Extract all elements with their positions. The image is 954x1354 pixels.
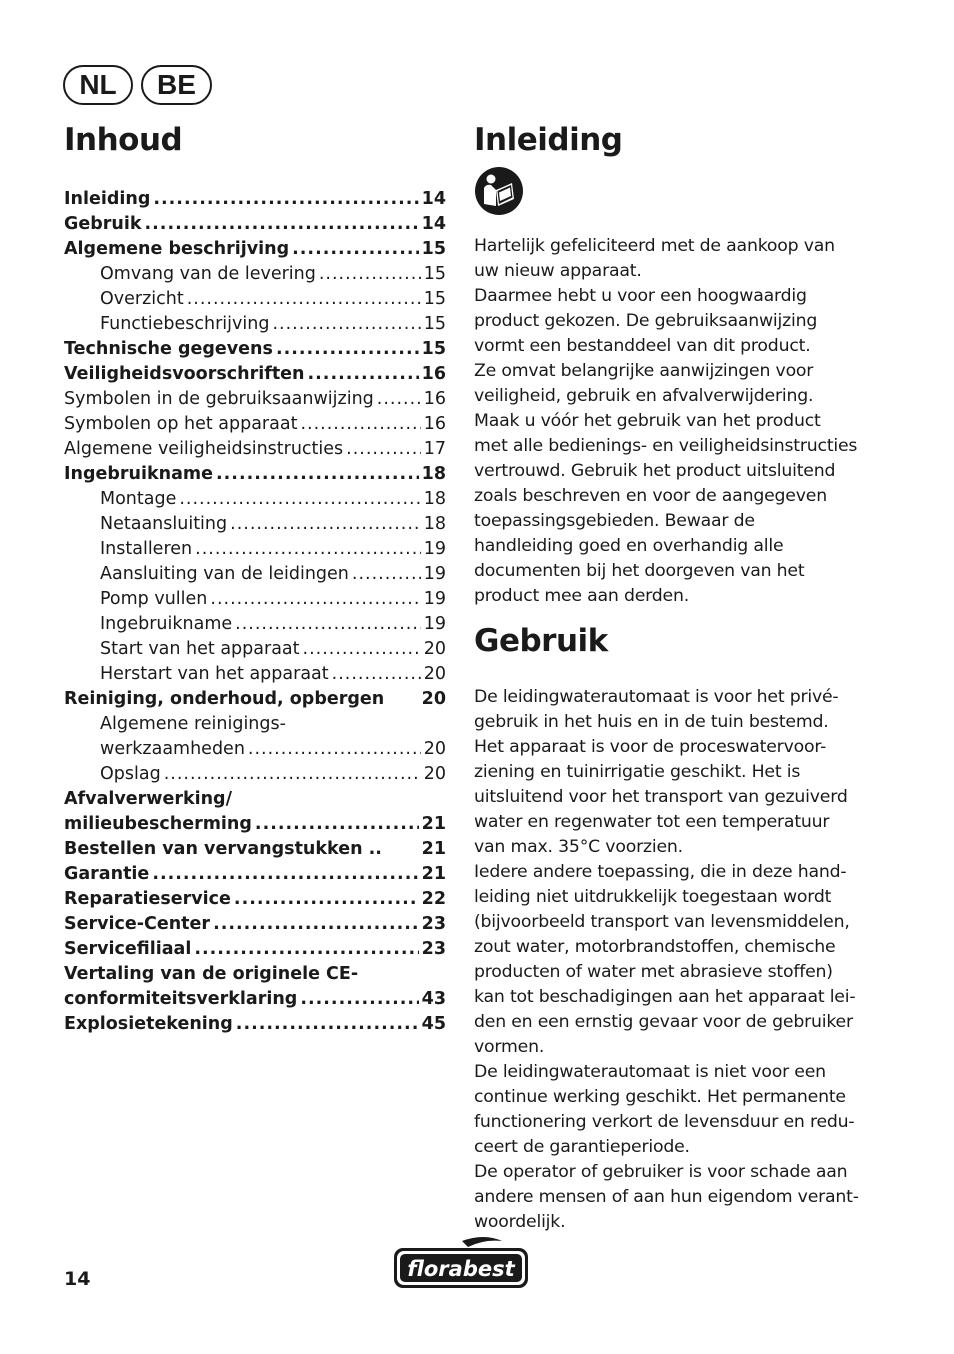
gebruik-line: water en regenwater tot een temperatuur [474,812,830,832]
toc-entry [64,334,446,359]
toc-entry-page: 43 [421,989,446,1009]
toc-entry [64,584,446,609]
toc-entry [64,384,446,409]
toc-entry [64,709,446,734]
gebruik-line: Iedere andere toepassing, die in deze hand- [474,862,847,882]
toc-entry-label: Technische gegevens [64,339,273,359]
toc-entry-page: 15 [423,289,446,309]
toc-entry-label: Algemene beschrijving [64,239,290,259]
inleiding-line: Hartelijk gefeliciteerd met de aankoop van [474,236,835,256]
toc-leader [187,289,421,309]
inleiding-line: vertrouwd. Gebruik het product uitsluitend [474,461,836,481]
gebruik-line: (bijvoorbeeld transport van levensmiddelen, [474,912,850,932]
toc-leader [195,539,421,559]
toc-entry-label: Gebruik [64,214,142,234]
toc-entry-label: Inleiding [64,189,151,209]
toc-entry [64,284,446,309]
gebruik-line: uitsluitend voor het transport van gezuiverd [474,787,848,807]
toc-entry-label: Functiebeschrijving [100,314,270,334]
toc-entry [64,209,446,234]
toc-entry-page: 18 [423,514,446,534]
toc-entry [64,534,446,559]
toc-leader [194,939,418,959]
toc-leader [145,214,419,234]
toc-entry-page: 16 [423,389,446,409]
inleiding-line: Daarmee hebt u voor een hoogwaardig [474,286,807,306]
toc-entry [64,509,446,534]
toc-leader [234,889,419,909]
toc-leader [332,664,421,684]
inleiding-line: product mee aan derden. [474,586,690,606]
toc-entry-label: Afvalverwerking/ [64,789,232,809]
inleiding-line: vormt een bestanddeel van dit product. [474,336,811,356]
inleiding-line: documenten bij het doorgeven van het [474,561,805,581]
gebruik-line: van max. 35°C voorzien. [474,837,683,857]
toc-leader [352,564,421,584]
florabest-logo [392,1235,530,1291]
page-number: 14 [64,1268,91,1290]
toc-entry-page: 21 [421,864,446,884]
toc-entry [64,859,446,884]
toc-entry-page: 16 [423,414,446,434]
toc-entry-page: 21 [421,839,446,859]
gebruik-line: De operator of gebruiker is voor schade aan [474,1162,848,1182]
toc-leader [152,864,418,884]
inleiding-text [474,234,864,609]
toc-entry [64,484,446,509]
toc-entry-label: Opslag [100,764,161,784]
gebruik-line: kan tot beschadigingen aan het apparaat lei- [474,987,856,1007]
toc-entry [64,984,446,1009]
toc-entry-label: Omvang van de levering [100,264,316,284]
toc-entry-label: Pomp vullen [100,589,208,609]
toc-leader [346,439,421,459]
toc-entry-page: 22 [421,889,446,909]
toc-entry-page: 19 [423,589,446,609]
toc-entry-page: 21 [421,814,446,834]
toc-leader [276,339,419,359]
toc-entry-label: Reiniging, onderhoud, opbergen [64,689,385,709]
toc-leader [300,414,420,434]
toc-entry [64,909,446,934]
toc-entry-page: 14 [421,189,446,209]
toc-entry [64,184,446,209]
toc-leader [179,489,420,509]
table-of-contents [64,184,446,1034]
toc-entry [64,784,446,809]
toc-entry-label: Servicefiliaal [64,939,192,959]
toc-entry-page: 15 [423,264,446,284]
gebruik-line: De leidingwaterautomaat is voor het privé- [474,687,839,707]
toc-entry-page: 20 [423,639,446,659]
toc-entry-label: Algemene reinigings- [100,714,286,734]
toc-entry [64,234,446,259]
toc-entry-label: Veiligheidsvoorschriften [64,364,305,384]
toc-title: Inhoud [64,122,183,158]
toc-leader [213,914,419,934]
toc-entry-label: Ingebruikname [64,464,213,484]
toc-entry-label: conformiteitsverklaring [64,989,298,1009]
toc-entry-label: Installeren [100,539,193,559]
gebruik-line: producten of water met abrasieve stoffen) [474,962,833,982]
toc-entry-label: Service-Center [64,914,211,934]
toc-entry [64,359,446,384]
gebruik-line: den en een ernstig gevaar voor de gebruiker [474,1012,853,1032]
toc-entry-label: Aansluiting van de leidingen [100,564,349,584]
toc-entry-page: 18 [421,464,446,484]
toc-entry-label: Algemene veiligheidsinstructies [64,439,344,459]
toc-entry [64,834,446,859]
toc-leader [272,314,420,334]
toc-entry-page: 20 [423,764,446,784]
inleiding-line: zoals beschreven en voor de aangegeven [474,486,827,506]
toc-entry-page: 15 [421,339,446,359]
toc-leader [300,989,418,1009]
toc-entry [64,559,446,584]
toc-entry-page: 14 [421,214,446,234]
toc-leader [153,189,418,209]
toc-entry [64,1009,446,1034]
logo-text: florabest [407,1257,515,1281]
lang-badge-nl: NL [63,65,133,105]
toc-entry-label: Start van het apparaat [100,639,300,659]
toc-leader [319,264,421,284]
inleiding-line: product gekozen. De gebruiksaanwijzing [474,311,818,331]
toc-entry-page: 20 [421,689,446,709]
toc-entry [64,434,446,459]
gebruik-text [474,685,864,1235]
toc-leader [216,464,419,484]
toc-entry [64,459,446,484]
toc-entry-label: Reparatieservice [64,889,231,909]
toc-leader [377,389,421,409]
toc-entry-page: 23 [421,939,446,959]
toc-entry [64,734,446,759]
toc-entry-page: 16 [421,364,446,384]
gebruik-line: gebruik in het huis en in de tuin bestemd. [474,712,829,732]
toc-leader [292,239,419,259]
gebruik-line: ceert de garantieperiode. [474,1137,690,1157]
toc-entry-label: Explosietekening [64,1014,233,1034]
toc-entry [64,809,446,834]
toc-entry-label: Bestellen van vervangstukken .. [64,839,382,859]
toc-entry [64,409,446,434]
toc-leader [248,739,421,759]
gebruik-line: zout water, motorbrandstoffen, chemische [474,937,836,957]
toc-entry-label: Herstart van het apparaat [100,664,329,684]
gebruik-line: vormen. [474,1037,545,1057]
toc-entry-page: 15 [423,314,446,334]
read-manual-icon [474,166,524,216]
toc-entry [64,634,446,659]
inleiding-line: handleiding goed en overhandig alle [474,536,784,556]
gebruik-line: Het apparaat is voor de proceswatervoor- [474,737,827,757]
toc-entry [64,884,446,909]
toc-entry-label: Garantie [64,864,150,884]
gebruik-line: De leidingwaterautomaat is niet voor een [474,1062,826,1082]
gebruik-title: Gebruik [474,623,608,659]
toc-entry-page: 15 [421,239,446,259]
gebruik-line: andere mensen of aan hun eigendom verant- [474,1187,859,1207]
gebruik-line: leiding niet uitdrukkelijk toegestaan wordt [474,887,832,907]
toc-entry-label: milieubescherming [64,814,252,834]
toc-entry-label: Symbolen op het apparaat [64,414,298,434]
inleiding-line: Maak u vóór het gebruik van het product [474,411,821,431]
toc-leader [308,364,419,384]
toc-entry [64,659,446,684]
toc-entry-page: 19 [423,614,446,634]
toc-entry-page: 18 [423,489,446,509]
toc-entry [64,309,446,334]
toc-leader [210,589,420,609]
toc-leader [230,514,421,534]
gebruik-line: ziening en tuinirrigatie geschikt. Het is [474,762,801,782]
toc-entry-label: Overzicht [100,289,184,309]
toc-entry [64,959,446,984]
language-badges [63,65,212,105]
toc-entry-label: werkzaamheden [100,739,245,759]
toc-entry [64,934,446,959]
inleiding-line: met alle bedienings- en veiligheidsinstructies [474,436,858,456]
toc-entry-page: 20 [423,739,446,759]
toc-leader [164,764,421,784]
lang-badge-be: BE [141,65,212,105]
toc-entry-label: Netaansluiting [100,514,228,534]
toc-leader [255,814,419,834]
toc-leader [236,1014,419,1034]
inleiding-title: Inleiding [474,122,623,158]
toc-entry [64,684,446,709]
toc-entry-page: 23 [421,914,446,934]
toc-entry-label: Montage [100,489,177,509]
toc-entry [64,259,446,284]
inleiding-line: toepassingsgebieden. Bewaar de [474,511,755,531]
toc-entry-page: 19 [423,539,446,559]
inleiding-line: Ze omvat belangrijke aanwijzingen voor [474,361,814,381]
inleiding-line: veiligheid, gebruik en afvalverwijdering. [474,386,814,406]
gebruik-line: functionering verkort de levensduur en redu- [474,1112,855,1132]
toc-entry-label: Ingebruikname [100,614,233,634]
toc-entry-page: 45 [421,1014,446,1034]
toc-entry-page: 17 [423,439,446,459]
toc-entry-page: 19 [423,564,446,584]
toc-leader [235,614,421,634]
inleiding-line: uw nieuw apparaat. [474,261,642,281]
toc-entry [64,759,446,784]
gebruik-line: woordelijk. [474,1212,566,1232]
toc-entry-label: Symbolen in de gebruiksaanwijzing [64,389,374,409]
toc-entry-page: 20 [423,664,446,684]
toc-entry-label: Vertaling van de originele CE- [64,964,359,984]
toc-leader [303,639,421,659]
toc-entry [64,609,446,634]
gebruik-line: continue werking geschikt. Het permanente [474,1087,846,1107]
